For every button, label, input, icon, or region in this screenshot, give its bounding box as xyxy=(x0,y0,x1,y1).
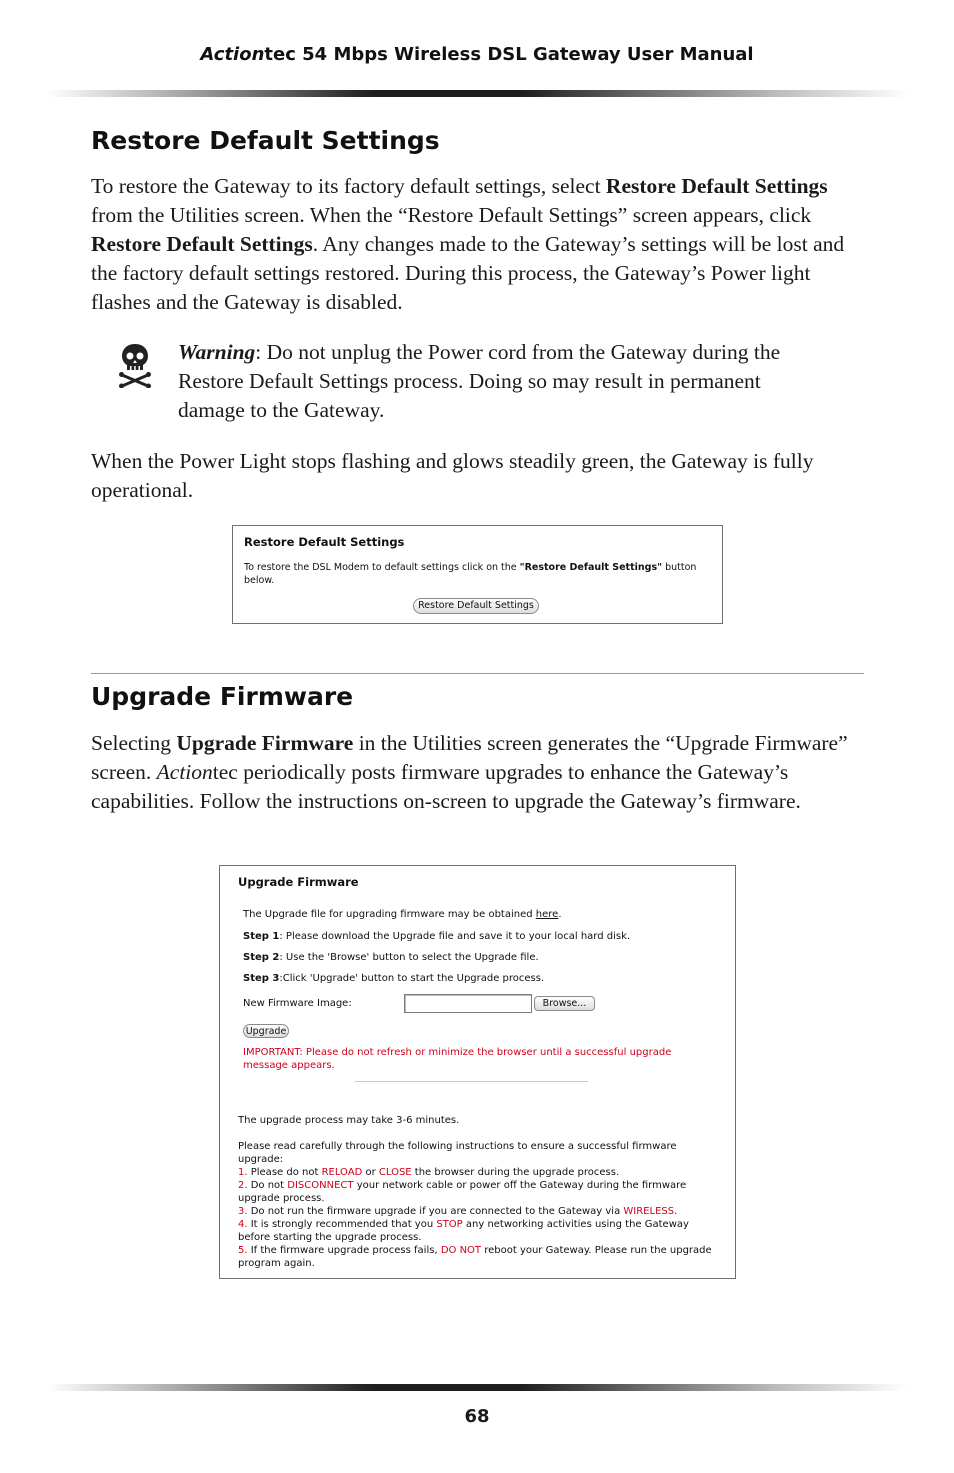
instruction-1-reload: RELOAD xyxy=(321,1167,363,1178)
instruction-2-text-b: your network cable or power off the Gateway during the firmware xyxy=(353,1180,687,1191)
restore-text-2: from the Utilities screen. When the “Restore Default Settings” screen appears, click xyxy=(91,203,812,227)
step-1-text: : Please download the Upgrade file and save it to your local hard disk. xyxy=(279,931,631,942)
restore-text-3: . Any changes made to the Gateway’s settings will be lost and the factory default settings restored. During this process, the Gateway’s Power light flashes and the Gateway is disabled. xyxy=(91,232,845,314)
upgrade-paragraph xyxy=(91,729,866,816)
firmware-file-input[interactable] xyxy=(404,994,532,1013)
important-notice-line1: IMPORTANT: Please do not refresh or minimize the browser until a successful upgrade xyxy=(243,1047,672,1058)
warning-label: Warning xyxy=(178,340,256,364)
instruction-5-do-not: DO NOT xyxy=(440,1245,482,1256)
restore-screenshot xyxy=(232,525,723,624)
upgrade-step-3 xyxy=(243,972,544,985)
step-2-text: : Use the 'Browse' button to select the Upgrade file. xyxy=(279,952,539,963)
header-brand: Action xyxy=(200,44,265,65)
warning-text: : Do not unplug the Power cord from the Gateway during the Restore Default Settings process. Doing so may result in permanent damage to the Gateway. xyxy=(178,340,781,422)
instruction-5-number: 5. xyxy=(238,1245,248,1256)
instruction-1-text-a: Please do not xyxy=(247,1167,322,1178)
instruction-4-line2: before starting the upgrade process. xyxy=(238,1232,422,1243)
instruction-5-line2: program again. xyxy=(238,1258,315,1269)
upgrade-intro-period: . xyxy=(558,909,562,920)
upgrade-shot-title: Upgrade Firmware xyxy=(238,875,359,889)
important-notice-line2: message appears. xyxy=(243,1060,335,1071)
warning-note xyxy=(178,338,798,425)
restore-default-settings-button[interactable]: Restore Default Settings xyxy=(413,598,539,614)
instruction-2-number: 2. xyxy=(238,1180,248,1191)
upgrade-intro-text: The Upgrade file for upgrading firmware may be obtained xyxy=(243,909,536,920)
section-separator xyxy=(91,673,864,674)
restore-paragraph-2: When the Power Light stops flashing and glows steadily green, the Gateway is fully operational. xyxy=(91,449,814,502)
instruction-4-text-a: It is strongly recommended that you xyxy=(247,1219,437,1230)
instruction-3-text-b: . xyxy=(674,1206,678,1217)
restore-shot-text-pre: To restore the DSL Modem to default settings click on the xyxy=(244,562,520,573)
instruction-2-text-a: Do not xyxy=(247,1180,288,1191)
instruction-5-text-b: reboot your Gateway. Please run the upgrade xyxy=(481,1245,712,1256)
upgrade-step-2 xyxy=(243,951,539,964)
step-1-label: Step 1 xyxy=(243,931,280,942)
upgrade-heading: Upgrade Firmware xyxy=(91,682,354,711)
instruction-4 xyxy=(238,1218,689,1231)
restore-text-1: To restore the Gateway to its factory default settings, select xyxy=(91,174,606,198)
read-instructions-line2: upgrade: xyxy=(238,1154,284,1165)
step-3-text: :Click 'Upgrade' button to start the Upgrade process. xyxy=(279,973,545,984)
restore-shot-title: Restore Default Settings xyxy=(244,535,405,549)
new-firmware-image-label: New Firmware Image: xyxy=(243,998,352,1009)
restore-shot-text-line2: below. xyxy=(244,575,275,586)
instruction-2-line2: upgrade process. xyxy=(238,1193,325,1204)
upgrade-bold-1: Upgrade Firmware xyxy=(176,731,354,755)
instruction-3-text-a: Do not run the firmware upgrade if you are connected to the Gateway via xyxy=(247,1206,624,1217)
restore-bold-2: Restore Default Settings xyxy=(91,232,313,256)
restore-paragraph xyxy=(91,172,866,317)
instruction-3-wireless: WIRELESS xyxy=(623,1206,675,1217)
page-number: 68 xyxy=(464,1406,490,1427)
instruction-4-text-b: any networking activities using the Gateway xyxy=(462,1219,689,1230)
instruction-5-text-a: If the firmware upgrade process fails, xyxy=(247,1245,441,1256)
instruction-1-close: CLOSE xyxy=(378,1167,412,1178)
page-header xyxy=(0,44,954,65)
upgrade-brand-italic: Action xyxy=(156,760,213,784)
upgrade-intro xyxy=(243,908,562,921)
instruction-5 xyxy=(238,1244,712,1257)
instruction-1-number: 1. xyxy=(238,1167,248,1178)
read-instructions-line1: Please read carefully through the following instructions to ensure a successful firmware xyxy=(238,1141,677,1152)
restore-bold-1: Restore Default Settings xyxy=(605,174,828,198)
header-rule xyxy=(46,90,908,97)
restore-shot-text-bold: "Restore Default Settings" xyxy=(519,562,663,573)
instruction-1 xyxy=(238,1166,619,1179)
footer-rule xyxy=(46,1384,908,1391)
divider xyxy=(355,1081,588,1082)
instruction-3 xyxy=(238,1205,677,1218)
step-3-label: Step 3 xyxy=(243,973,280,984)
upgrade-text-2: in the Utilities screen generates the “Upgrade Firmware” screen. xyxy=(91,731,848,784)
instruction-1-text-c: the browser during the upgrade process. xyxy=(411,1167,620,1178)
skull-crossbones-icon xyxy=(118,342,152,388)
header-title-text: tec 54 Mbps Wireless DSL Gateway User Manual xyxy=(264,44,754,65)
upgrade-screenshot xyxy=(219,865,736,1279)
instruction-4-number: 4. xyxy=(238,1219,248,1230)
instruction-1-text-b: or xyxy=(362,1167,379,1178)
restore-shot-text-post: button xyxy=(662,562,697,573)
instruction-4-stop: STOP xyxy=(436,1219,463,1230)
upgrade-step-1 xyxy=(243,930,630,943)
instruction-3-number: 3. xyxy=(238,1206,248,1217)
restore-shot-text xyxy=(244,561,696,574)
upgrade-button[interactable]: Upgrade xyxy=(243,1024,289,1038)
upgrade-text-3: tec periodically posts firmware upgrades to enhance the Gateway’s capabilities. Follow the instructions on-screen to upgrade the Gateway’s firmware. xyxy=(91,760,801,813)
instruction-2-disconnect: DISCONNECT xyxy=(287,1180,354,1191)
instruction-2 xyxy=(238,1179,686,1192)
upgrade-duration: The upgrade process may take 3-6 minutes. xyxy=(238,1115,460,1126)
restore-heading: Restore Default Settings xyxy=(91,126,440,155)
firmware-download-link[interactable]: here xyxy=(535,909,559,920)
upgrade-text-1: Selecting xyxy=(91,731,177,755)
browse-button[interactable]: Browse... xyxy=(534,996,595,1011)
step-2-label: Step 2 xyxy=(243,952,280,963)
